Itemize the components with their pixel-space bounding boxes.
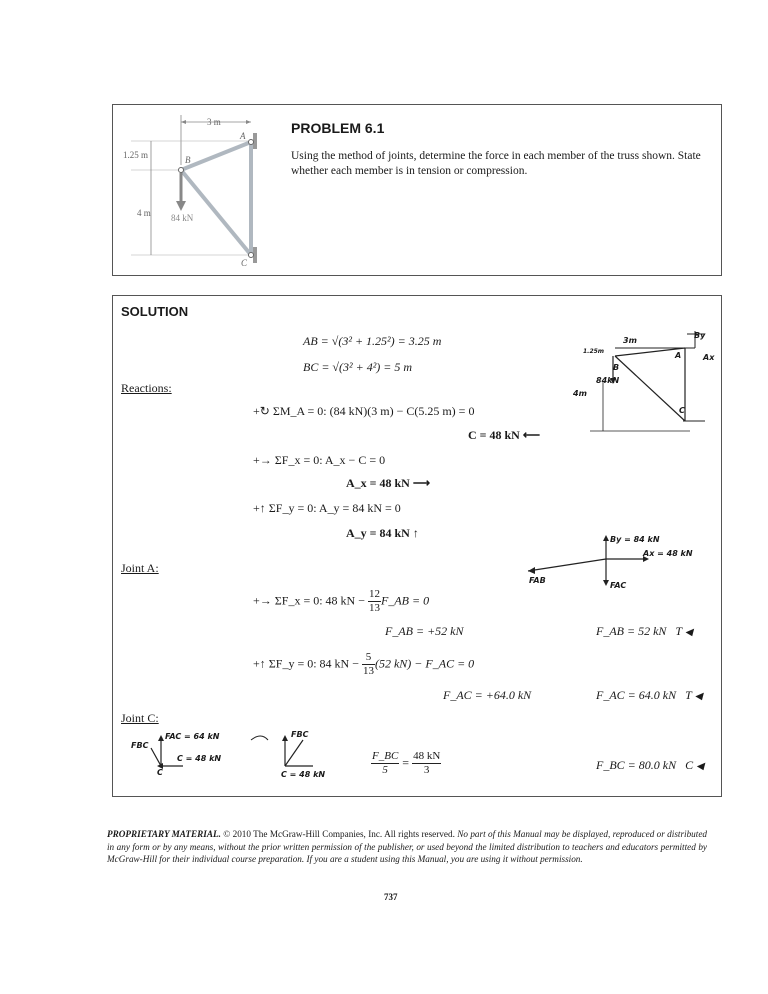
frac-den: 5	[382, 764, 388, 776]
c-result: C = 48 kN ⟵	[468, 428, 541, 442]
fraction-48-3	[412, 750, 441, 777]
joint-c-fbc-label: FBC	[131, 741, 149, 750]
footer-italic-text: No part of this Manual may be displayed, reproduced or distributed in any form or by any means, without the prior written permission of the publisher, or used beyond the limited distribution to teachers and educators permitted by McGraw-Hill for their individual course preparation. If you are a student using this Manual, you are using it without permission.	[107, 829, 707, 864]
joint-a-fx-equation: +→ ΣF_x = 0: 48 kN − $\frac{12}{13}$ F_AB = 0	[253, 588, 430, 614]
dim-horizontal: 3 m	[207, 117, 221, 127]
sketch-b-label: B	[613, 363, 620, 372]
joint-a-fy-equation: +↑ ΣF_y = 0: 84 kN − $\frac{5}{13}$ (52 kN) − F_AC = 0	[253, 651, 475, 677]
point-c-label: C	[241, 258, 248, 268]
joint-c-fbc2-label: FBC	[291, 730, 309, 739]
load-label: 84 kN	[171, 213, 194, 223]
dim-vertical-top: 1.25 m	[123, 150, 149, 160]
joint-a-fy-left: ΣF_y = 0: 84 kN −	[268, 656, 359, 671]
footer-copyright: © 2010 The McGraw-Hill Companies, Inc. All rights reserved.	[220, 829, 458, 839]
joint-a-fx-right: F_AB = 0	[380, 593, 430, 608]
joint-c-force2-label: C = 48 kN	[281, 770, 326, 779]
joint-c-point-label: C	[157, 768, 163, 777]
joint-a-by-label: By = 84 kN	[610, 535, 660, 544]
ay-result: A_y = 84 kN ↑	[346, 526, 419, 540]
joint-a-fx-left: ΣF_x = 0: 48 kN −	[274, 593, 365, 608]
dim-vertical-bottom: 4 m	[137, 208, 151, 218]
fbc-answer-text: F_BC = 80.0 kN	[596, 758, 677, 772]
fab-answer	[596, 624, 693, 639]
ax-result: A_x = 48 kN ⟶	[346, 476, 431, 490]
ax-result-text: A_x = 48 kN	[346, 476, 410, 490]
joint-c-equation: $\frac{F\_BC}{5}$ = $\frac{48 kN}{3}$	[372, 750, 441, 776]
solution-box	[112, 295, 722, 797]
fbc-answer	[596, 758, 704, 773]
reactions-label: Reactions:	[121, 381, 172, 395]
c-result-text: C = 48 kN	[468, 428, 520, 442]
moment-eq-text: ΣM_A = 0: (84 kN)(3 m) − C(5.25 m) = 0	[272, 404, 475, 418]
answer-marker-icon: ◀	[696, 761, 704, 772]
ay-result-text: A_y = 84 kN	[346, 526, 410, 540]
frac-den: 13	[362, 665, 374, 677]
fx-eq-text: ΣF_x = 0: A_x − C = 0	[274, 453, 386, 467]
truss-figure	[113, 105, 288, 275]
joint-a-label: Joint A:	[121, 561, 159, 575]
sketch-ax-label: Ax	[703, 353, 715, 362]
problem-box	[112, 104, 722, 276]
length-ab-eq: AB = √(3² + 1.25²) = 3.25 m	[303, 334, 442, 348]
problem-text: Using the method of joints, determine the force in each member of the truss shown. State whether each member is in tension or compression.	[291, 150, 701, 177]
fraction-12-13	[368, 588, 381, 615]
answer-marker-icon: ◀	[694, 691, 703, 702]
problem-title: PROBLEM 6.1	[291, 120, 385, 136]
sketch-height-label: 4m	[573, 389, 587, 398]
fab-answer-text: F_AB = 52 kN	[596, 624, 667, 638]
frac-num: 12	[368, 588, 380, 600]
fab-result: F_AB = +52 kN	[385, 624, 464, 638]
sketch-by-label: By	[694, 331, 706, 340]
length-bc-eq: BC = √(3² + 4²) = 5 m	[303, 360, 413, 374]
answer-marker-icon: ◀	[684, 627, 693, 638]
joint-a-fy-right: (52 kN) − F_AC = 0	[374, 656, 475, 671]
fac-result: F_AC = +64.0 kN	[443, 688, 532, 702]
fac-state: T	[685, 688, 692, 702]
frac-num: 48 kN	[413, 750, 441, 762]
solution-title: SOLUTION	[121, 304, 189, 319]
fy-equation: +↑ ΣF_y = 0: A_y = 84 kN = 0	[253, 501, 401, 515]
fraction-5-13	[362, 651, 375, 678]
joint-c-force-label: C = 48 kN	[177, 754, 222, 763]
fab-state: T	[675, 624, 682, 638]
frac-num: 5	[362, 651, 375, 665]
sketch-load-label: 84kN	[596, 376, 620, 385]
point-a-label: A	[240, 131, 246, 141]
fac-answer	[596, 688, 702, 703]
moment-equation: +↻ ΣM_A = 0: (84 kN)(3 m) − C(5.25 m) = 0	[253, 404, 475, 418]
footer-notice	[107, 828, 707, 866]
fbc-state: C	[685, 758, 694, 772]
sketch-dim-small-label: 1.25m	[583, 348, 605, 355]
joint-c-label: Joint C:	[121, 711, 159, 725]
fy-eq-text: ΣF_y = 0: A_y = 84 kN = 0	[268, 501, 401, 515]
joint-a-ax-label: Ax = 48 kN	[643, 549, 693, 558]
frac-num: F_BC	[372, 750, 399, 762]
point-b-label: B	[185, 155, 191, 165]
footer-bold-label: PROPRIETARY MATERIAL.	[107, 829, 221, 839]
sketch-dim-label: 3m	[623, 336, 637, 345]
page-number: 737	[384, 892, 398, 902]
fac-answer-text: F_AC = 64.0 kN	[596, 688, 677, 702]
fraction-fbc-5	[371, 750, 399, 777]
frac-den: 3	[423, 764, 430, 776]
joint-c-fac-label: FAC = 64 kN	[165, 732, 220, 741]
fx-equation: +→ ΣF_x = 0: A_x − C = 0	[253, 453, 386, 467]
sketch-c-label: C	[679, 406, 685, 415]
joint-a-fac-label: FAC	[610, 581, 627, 590]
frac-den: 13	[368, 602, 380, 614]
sketch-a-label: A	[675, 351, 682, 360]
joint-a-fab-label: FAB	[529, 576, 546, 585]
